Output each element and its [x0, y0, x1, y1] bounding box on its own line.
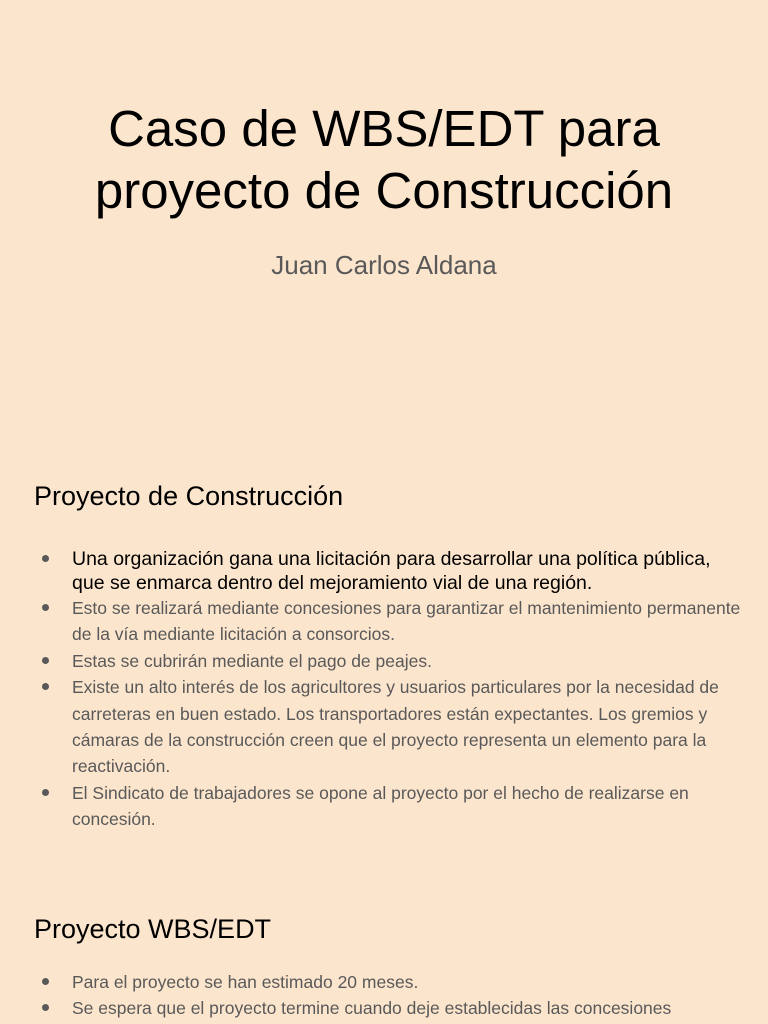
list-item: [38, 547, 748, 595]
bullet-list-construction: [38, 547, 748, 833]
bullet-icon: [42, 683, 49, 690]
bullet-icon: [42, 789, 49, 796]
bullet-icon: [42, 604, 49, 611]
author-name: Juan Carlos Aldana: [271, 250, 497, 280]
bullet-icon: [42, 1004, 49, 1011]
title-line-2: proyecto de Construcción: [94, 162, 674, 219]
list-item: [38, 595, 748, 648]
list-item-text: Estas se cubrirán mediante el pago de peajes.: [72, 650, 432, 671]
list-item-text: Esto se realizará mediante concesiones para garantizar el mantenimiento permanente de la vía mediante licitación a consorcios.: [72, 598, 741, 645]
list-item-text: Una organización gana una licitación para desarrollar una política pública, que se enmarca dentro del mejoramiento vial de una región.: [72, 548, 711, 594]
list-item: [38, 780, 748, 833]
bullet-icon: [42, 978, 49, 985]
list-item-text: El Sindicato de trabajadores se opone al proyecto por el hecho de realizarse en concesión.: [72, 782, 689, 830]
bullet-icon: [42, 555, 49, 562]
list-item: [38, 648, 748, 674]
title-line-1: Caso de WBS/EDT para: [108, 100, 660, 157]
list-item: [38, 674, 748, 780]
list-item-text: Existe un alto interés de los agricultores y usuarios particulares por la necesidad de carreteras en buen estado. Los transportadores están expectantes. Los gremios y cámaras de la construcción creen que el proyecto representa un elemento para la reactivación.: [72, 677, 719, 777]
list-item: [38, 995, 748, 1021]
section-heading-wbs: Proyecto WBS/EDT: [34, 914, 272, 944]
list-item-text: Se espera que el proyecto termine cuando deje establecidas las concesiones: [72, 998, 672, 1019]
section-heading-construction: Proyecto de Construcción: [34, 481, 344, 511]
list-item-text: Para el proyecto se han estimado 20 meses.: [72, 972, 419, 992]
slide-title: [0, 98, 768, 222]
list-item: [38, 969, 748, 995]
bullet-list-wbs: [38, 969, 748, 1022]
bullet-icon: [42, 657, 49, 664]
